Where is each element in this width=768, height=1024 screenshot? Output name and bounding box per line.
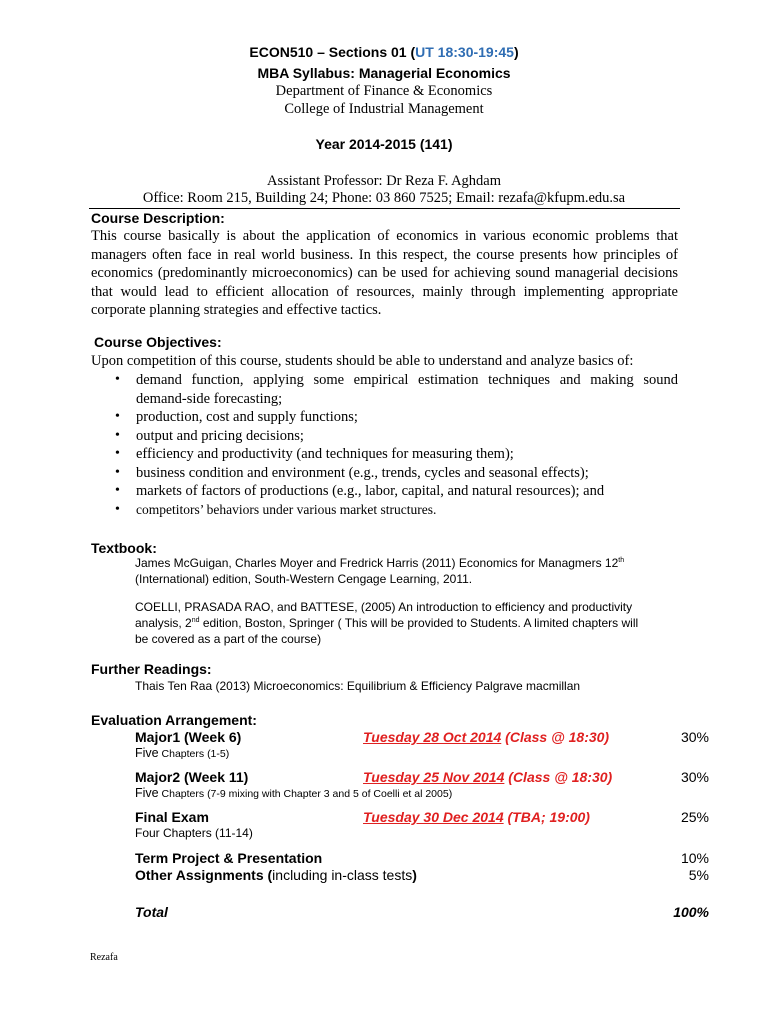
objective-item xyxy=(91,427,678,446)
objective-text: competitors’ behaviors under various market structures. xyxy=(136,501,437,517)
major2-time: (Class @ 18:30) xyxy=(504,769,613,785)
term-project-weight: 10% xyxy=(680,850,709,866)
bullet-icon: • xyxy=(115,372,120,387)
other-assignments-note: including in-class tests xyxy=(272,867,413,883)
syllabus-title: MBA Syllabus: Managerial Economics xyxy=(257,65,511,81)
major2-label: Major2 (Week 11) xyxy=(135,769,249,785)
major1-date-value: Tuesday 28 Oct 2014 xyxy=(363,729,502,745)
major2-date-value: Tuesday 25 Nov 2014 xyxy=(363,769,505,785)
final-exam-date-value: Tuesday 30 Dec 2014 xyxy=(363,809,504,825)
final-exam-weight: 25% xyxy=(680,809,709,825)
textbook-2-line-3: be covered as a part of the course) xyxy=(135,632,322,646)
final-exam-date xyxy=(363,809,590,825)
major1-date xyxy=(363,729,609,745)
instructor-name: Assistant Professor: Dr Reza F. Aghdam xyxy=(266,173,502,189)
department-name: Department of Finance & Economics xyxy=(275,83,493,99)
objective-item xyxy=(91,408,678,427)
other-assignments-title: Other Assignments ( xyxy=(135,867,273,883)
objective-text: production, cost and supply functions; xyxy=(136,409,358,425)
textbook-2-line-2 xyxy=(135,615,638,631)
objective-text: output and pricing decisions; xyxy=(136,427,304,444)
term-project-label: Term Project & Presentation xyxy=(135,850,323,866)
textbook-1-line-1 xyxy=(135,555,624,571)
objective-item xyxy=(91,464,678,483)
total-label: Total xyxy=(135,904,168,920)
bullet-icon: • xyxy=(115,446,120,461)
objective-text: business condition and environment (e.g., trends, cycles and seasonal effects); xyxy=(136,464,589,481)
major1-time: (Class @ 18:30) xyxy=(501,729,610,745)
objective-item xyxy=(91,445,678,464)
objective-item xyxy=(91,501,678,520)
further-readings-heading: Further Readings: xyxy=(91,661,212,677)
major2-date xyxy=(363,769,612,785)
course-code: ECON510 – Sections 01 ( xyxy=(249,44,416,60)
final-exam-label: Final Exam xyxy=(135,809,209,825)
textbook-heading: Textbook: xyxy=(91,540,157,556)
major1-weight: 30% xyxy=(680,729,709,745)
objective-text: markets of factors of productions (e.g., labor, capital, and natural resources); and xyxy=(136,483,605,499)
major1-label: Major1 (Week 6) xyxy=(135,729,242,745)
textbook-1-superscript: th xyxy=(618,557,625,564)
major2-weight: 30% xyxy=(680,769,709,785)
major1-chapters-range: Chapters (1-5) xyxy=(158,748,230,760)
objective-text: efficiency and productivity (and techniques for measuring them); xyxy=(136,446,514,462)
course-code-close: ) xyxy=(513,44,519,60)
objectives-intro: Upon competition of this course, students should be able to understand and analyze basics of: xyxy=(91,353,634,369)
textbook-2-text-a: analysis, 2 xyxy=(135,616,192,630)
academic-year: Year 2014-2015 (141) xyxy=(315,136,453,152)
textbook-2-superscript: nd xyxy=(191,617,200,624)
textbook-2-text-b: edition, Boston, Springer ( This will be provided to Students. A limited chapters will xyxy=(199,616,639,630)
other-assignments-weight: 5% xyxy=(688,867,709,883)
bullet-icon: • xyxy=(115,427,120,443)
textbook-2-line-1: COELLI, PRASADA RAO, and BATTESE, (2005) An introduction to efficiency and productivity xyxy=(135,600,633,614)
total-weight: 100% xyxy=(673,904,709,920)
further-readings-text: Thais Ten Raa (2013) Microeconomics: Equilibrium & Efficiency Palgrave macmillan xyxy=(135,679,581,693)
final-exam-chapters: Four Chapters (11-14) xyxy=(135,826,253,840)
textbook-1-line-2: (International) edition, South-Western Cengage Learning, 2011. xyxy=(135,572,473,586)
page-footer-author: Rezafa xyxy=(90,952,118,963)
major2-chapters-range: Chapters (7-9 mixing with Chapter 3 and 5 of Coelli et al 2005) xyxy=(158,788,453,800)
evaluation-heading: Evaluation Arrangement: xyxy=(91,712,257,728)
major1-chapters-count: Five xyxy=(135,746,159,760)
major1-chapters xyxy=(135,746,229,760)
college-name: College of Industrial Management xyxy=(284,101,484,117)
bullet-icon: • xyxy=(115,409,120,424)
textbook-1-text: James McGuigan, Charles Moyer and Fredrick Harris (2011) Economics for Managmers 12 xyxy=(135,556,619,570)
instructor-contact: Office: Room 215, Building 24; Phone: 03 860 7525; Email: rezafa@kfupm.edu.sa xyxy=(142,190,626,206)
description-text: This course basically is about the application of economics in various economic problems that managers often face in real world business. In this respect, the course presents how principles of economics (predominantly microeconomics) can be used for achieving sound managerial decisions that would lead to efficient allocation of resources, mainly through implementing appropriate corporate planning strategies and effective tactics. xyxy=(91,228,678,318)
header-divider xyxy=(89,208,680,209)
bullet-icon: • xyxy=(115,483,120,498)
objectives-list xyxy=(91,371,678,519)
bullet-icon: • xyxy=(115,464,120,480)
course-code-line xyxy=(0,44,768,60)
major2-chapters xyxy=(135,786,452,800)
major2-chapters-count: Five xyxy=(135,786,159,800)
objective-text: demand function, applying some empirical estimation techniques and making sound demand-side forecasting; xyxy=(136,372,678,407)
other-assignments-label xyxy=(135,867,417,883)
bullet-icon: • xyxy=(115,501,120,517)
final-exam-time: (TBA; 19:00) xyxy=(503,809,590,825)
objective-item xyxy=(91,482,678,501)
class-schedule: UT 18:30-19:45 xyxy=(415,44,514,60)
objective-item xyxy=(91,371,678,408)
objectives-heading: Course Objectives: xyxy=(94,334,222,350)
other-assignments-close: ) xyxy=(412,867,417,883)
description-heading: Course Description: xyxy=(91,210,225,226)
